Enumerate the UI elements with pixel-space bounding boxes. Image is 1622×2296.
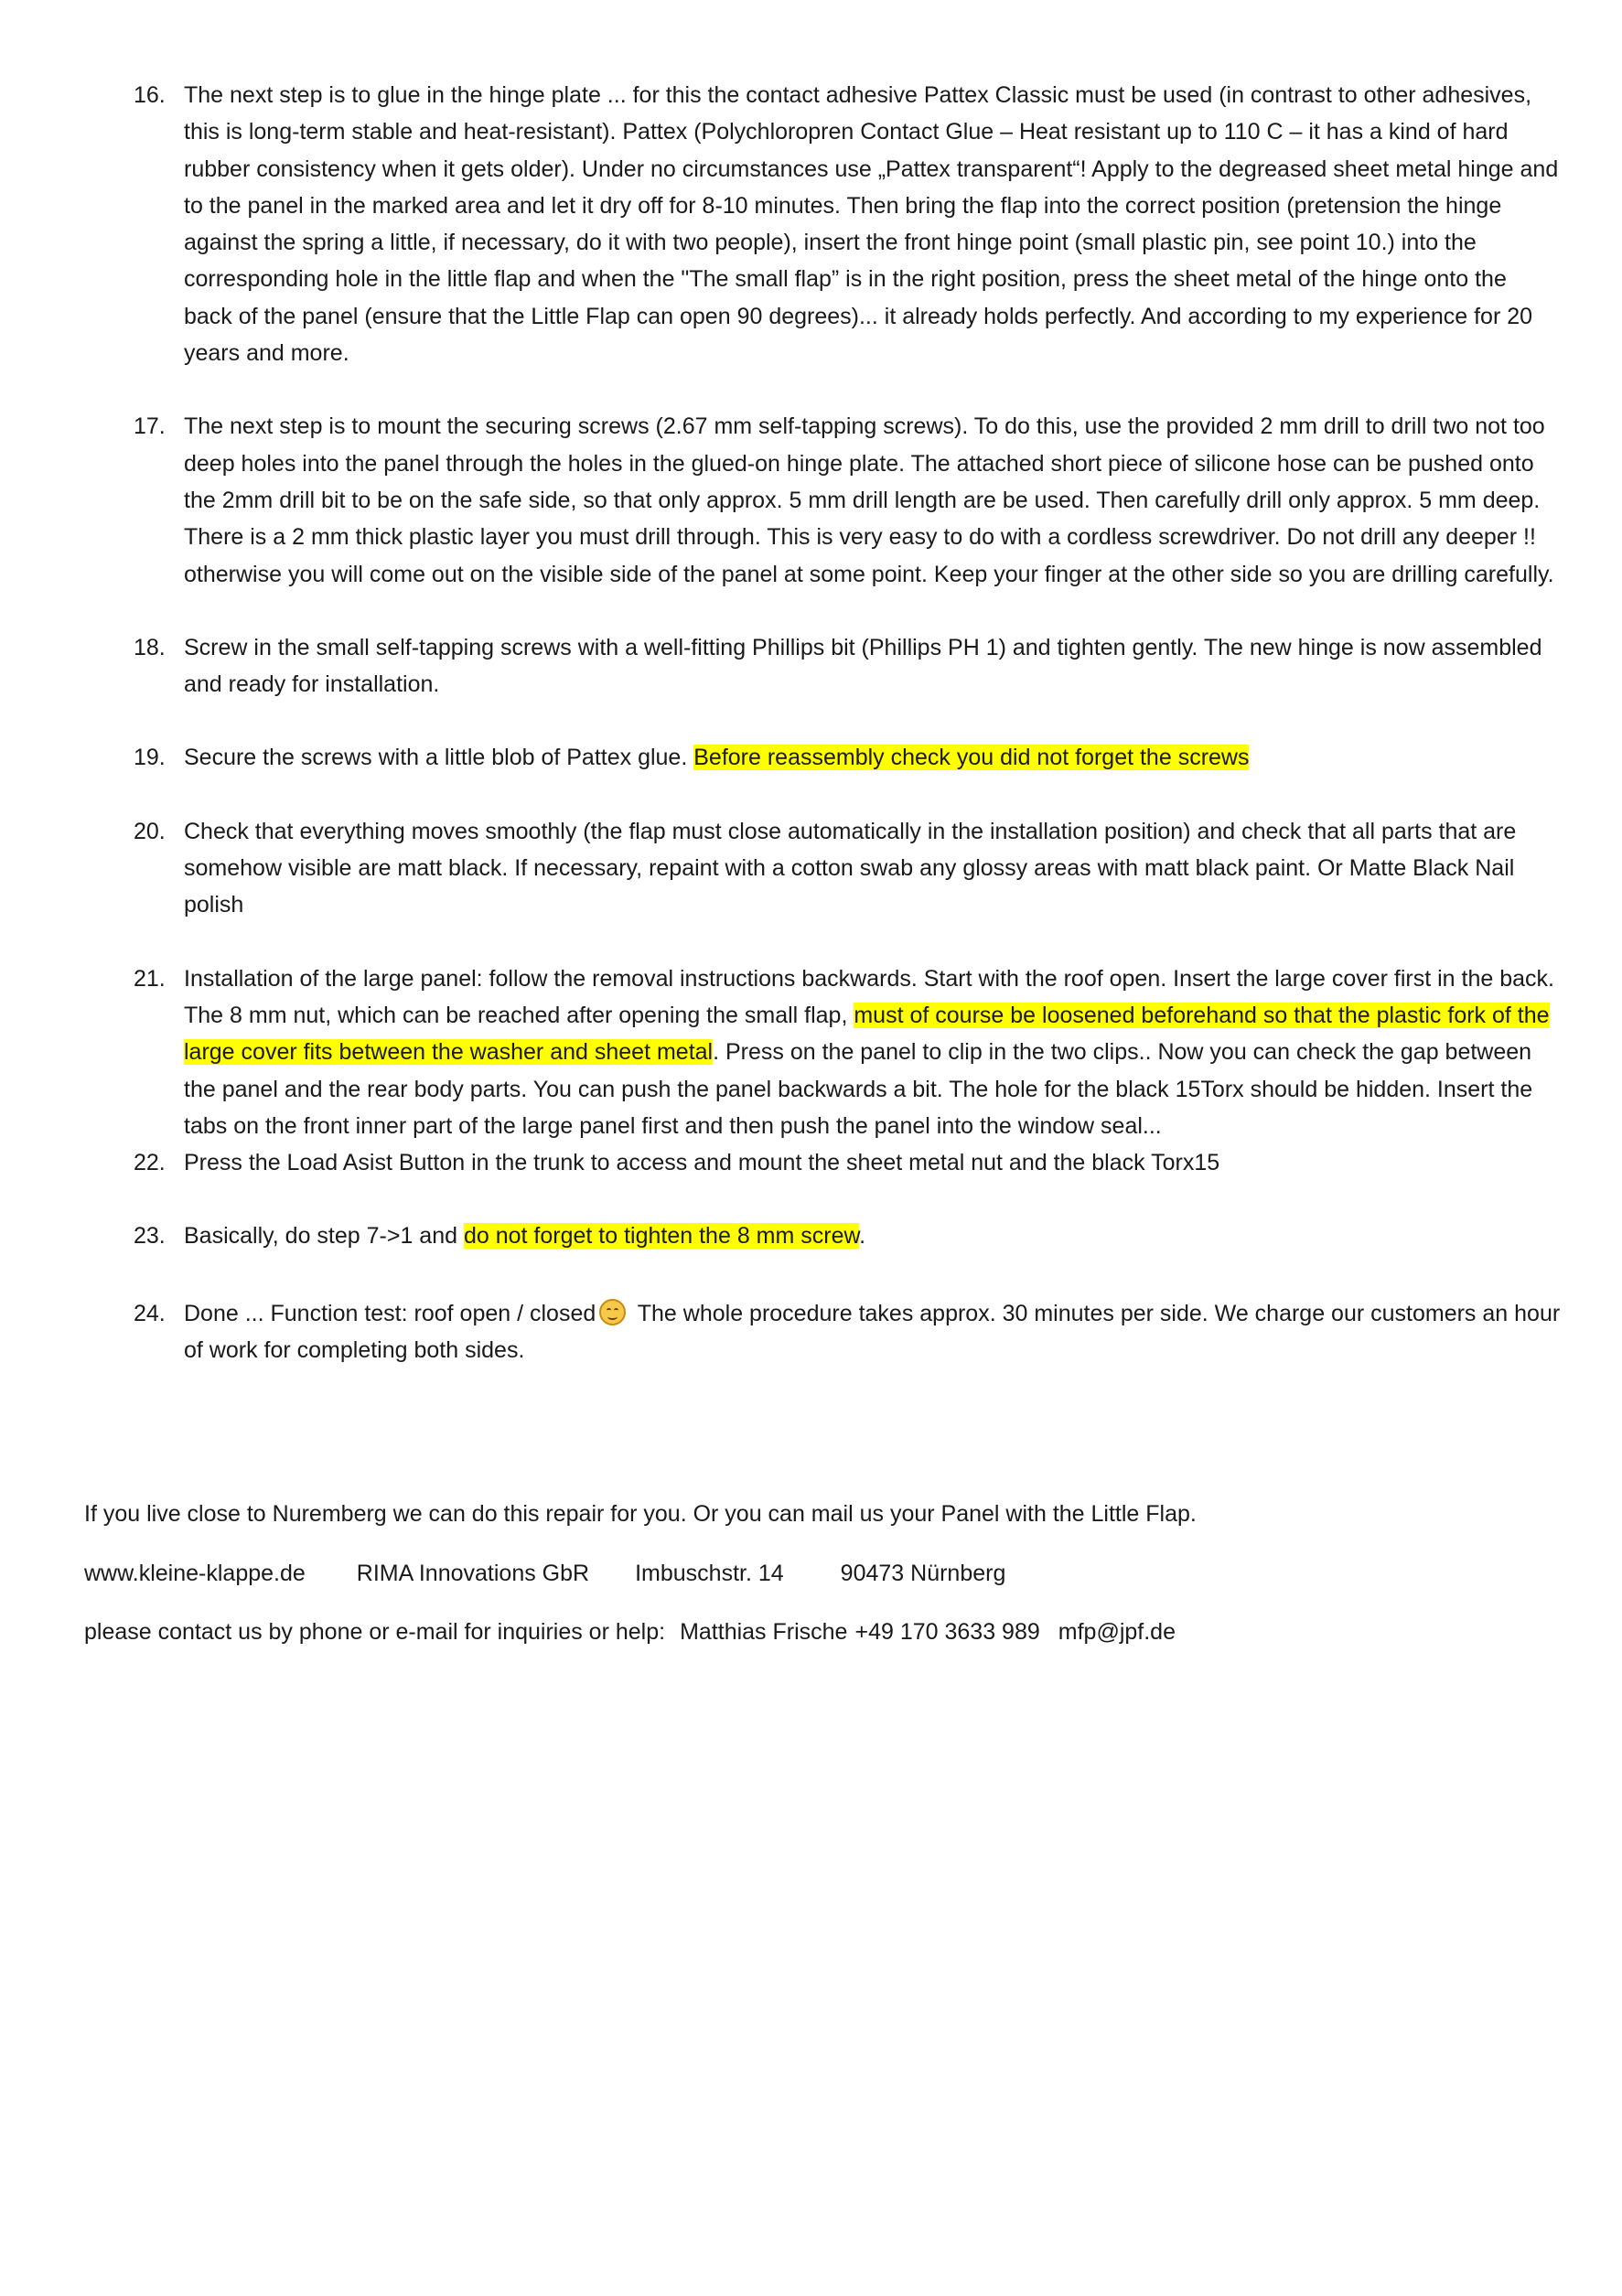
email-link[interactable]: mfp@jpf.de <box>1058 1619 1176 1645</box>
step-text <box>184 739 1561 776</box>
footer-contact <box>84 1614 1566 1650</box>
step-16 <box>134 77 1561 371</box>
highlighted-warning: Before reassembly check you did not forget the screws <box>693 745 1250 771</box>
step-text: Press the Load Asist Button in the trunk to access and mount the sheet metal nut and the black Torx15 <box>184 1150 1220 1176</box>
smiling-face-icon <box>599 1299 626 1325</box>
contact-text: please contact us by phone or e-mail for inquiries or help: <box>84 1619 666 1645</box>
step-number: 19. <box>134 745 166 771</box>
step-number: 16. <box>134 82 166 108</box>
step-text: The next step is to mount the securing screws (2.67 mm self-tapping screws). To do this, use the provided 2 mm drill to drill two not too deep holes into the panel through the holes in the glued-on hinge plate. The attached short piece of silicone hose can be pushed onto the 2mm drill bit to be on the safe side, so that only approx. 5 mm drill length are be used. Then carefully drill only approx. 5 mm deep. There is a 2 mm thick plastic layer you must drill through. This is very easy to do with a cordless screwdriver. Do not drill any deeper !! otherwise you will come out on the visible side of the panel at some point. Keep your finger at the other side so you are drilling carefully. <box>184 413 1554 587</box>
step-text-part: . <box>859 1223 866 1250</box>
step-text <box>184 960 1561 1144</box>
step-18 <box>134 629 1561 703</box>
step-text: The next step is to glue in the hinge plate ... for this the contact adhesive Pattex Classic must be used (in contrast to other adhesives, this is long-term stable and heat-resistant). Pattex (Polychloropren Contact Glue – Heat resistant up to 110 C – it has a kind of hard rubber consistency when it gets older). Under no circumstances use „Pattex transparent“! Apply to the degreased sheet metal hinge and to the panel in the marked area and let it dry off for 8-10 minutes. Then bring the flap into the correct position (pretension the hinge against the spring a little, if necessary, do it with two people), insert the front hinge point (small plastic pin, see point 10.) into the corresponding hole in the little flap and when the "The small flap” is in the right position, press the sheet metal of the hinge onto the back of the panel (ensure that the Little Flap can open 90 degrees)... it already holds perfectly. And according to my experience for 20 years and more. <box>184 82 1559 367</box>
step-number: 21. <box>134 965 166 992</box>
step-text <box>184 1218 1561 1254</box>
company-name: RIMA Innovations GbR <box>356 1561 590 1586</box>
footer-intro: If you live close to Nuremberg we can do this repair for you. Or you can mail us your Panel with the Little Flap. <box>84 1501 1197 1527</box>
step-number: 24. <box>134 1300 166 1326</box>
step-number: 17. <box>134 413 166 440</box>
step-text: Screw in the small self-tapping screws with a well-fitting Phillips bit (Phillips PH 1) and tighten gently. The new hinge is now assembled and ready for installation. <box>184 634 1542 698</box>
city-address: 90473 Nürnberg <box>840 1561 1006 1586</box>
step-text-part: Secure the screws with a little blob of Pattex glue. <box>184 745 694 771</box>
step-number: 18. <box>134 634 166 660</box>
step-17 <box>134 408 1561 592</box>
step-number: 20. <box>134 818 166 844</box>
website-link[interactable]: www.kleine-klappe.de <box>84 1561 306 1586</box>
step-text: Check that everything moves smoothly (the flap must close automatically in the installation position) and check that all parts that are somehow visible are matt black. If necessary, repaint with a cotton swab any glossy areas with matt black paint. Or Matte Black Nail polish <box>184 818 1517 918</box>
step-text-part: Basically, do step 7->1 and <box>184 1223 464 1250</box>
phone-number[interactable]: +49 170 3633 989 <box>854 1619 1040 1645</box>
step-24 <box>134 1295 1561 1369</box>
contact-name: Matthias Frische <box>680 1619 848 1645</box>
step-23 <box>134 1218 1561 1254</box>
instruction-list <box>134 77 1561 1368</box>
step-text-part: Done ... Function test: roof open / closed <box>184 1300 596 1326</box>
step-20 <box>134 813 1561 924</box>
step-number: 22. <box>134 1150 166 1176</box>
step-19 <box>134 739 1561 776</box>
step-text <box>184 1295 1561 1369</box>
step-number: 23. <box>134 1223 166 1250</box>
highlighted-warning: must of course be loosened beforehand so that the plastic fork of the large cover fits between the washer and sheet metal <box>184 1002 1550 1066</box>
step-22 <box>134 1144 1561 1181</box>
highlighted-warning: do not forget to tighten the 8 mm screw <box>463 1223 860 1250</box>
step-21 <box>134 960 1561 1144</box>
street-address: Imbuschstr. 14 <box>635 1561 784 1586</box>
step-text-part: The whole procedure takes approx. 30 minutes per side. We charge our customers an hour of work for completing both sides. <box>184 1300 1561 1364</box>
step-text-part: Installation of the large panel: follow the removal instructions backwards. Start with the roof open. Insert the large cover first in the back. The 8 mm nut, which can be reached after opening the small flap, <box>184 965 1554 1028</box>
step-text-part: . Press on the panel to clip in the two clips.. Now you can check the gap between the panel and the rear body parts. You can push the panel backwards a bit. The hole for the black 15Torx should be hidden. Insert the tabs on the front inner part of the large panel first and then push the panel into the window seal... <box>184 1039 1533 1139</box>
footer-address <box>84 1555 1566 1592</box>
